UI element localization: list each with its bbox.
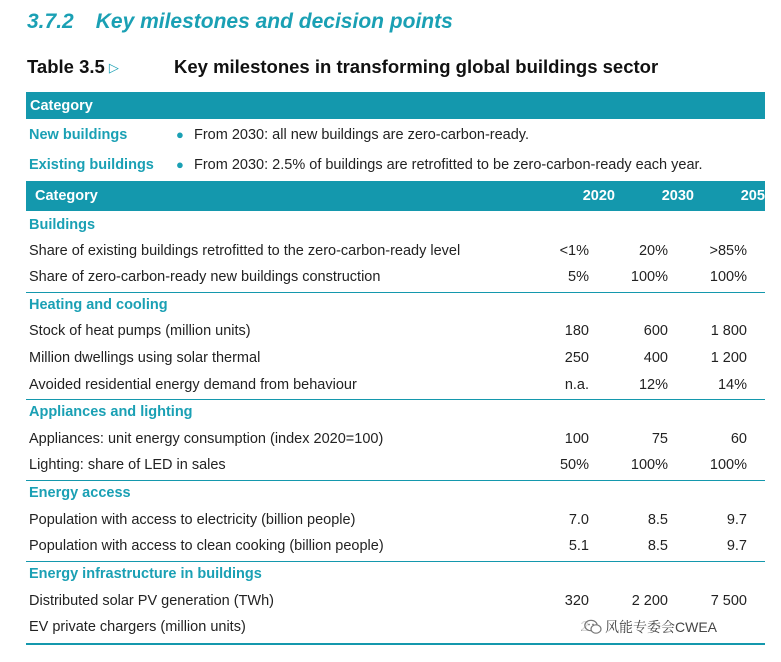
- group-divider: [26, 399, 765, 400]
- value-2020: <1%: [559, 243, 589, 259]
- table-row: [0, 269, 781, 291]
- value-2020: 320: [564, 593, 589, 609]
- row-label: EV private chargers (million units): [29, 619, 246, 635]
- value-2050: 60: [730, 431, 747, 447]
- group-divider: [26, 480, 765, 481]
- group-divider: [26, 292, 765, 293]
- row-label: Share of existing buildings retrofitted to the zero-carbon-ready level: [29, 243, 461, 259]
- milestone-category: Existing buildings: [29, 157, 154, 173]
- value-2050: 7 500: [710, 593, 747, 609]
- table-row: [0, 538, 781, 560]
- group-heading-appliances-lighting: Appliances and lighting: [29, 404, 193, 420]
- bullet-icon: ●: [176, 127, 184, 142]
- row-label: Appliances: unit energy consumption (index 2020=100): [29, 431, 384, 447]
- group-heading-buildings: Buildings: [29, 217, 96, 233]
- table-row: [0, 593, 781, 615]
- group-heading-heating-cooling: Heating and cooling: [29, 297, 168, 313]
- value-2030: 12%: [638, 377, 668, 393]
- milestone-text: From 2030: all new buildings are zero-carbon-ready.: [194, 127, 530, 143]
- section-number: 3.7.2: [27, 10, 74, 33]
- bullet-icon: ●: [176, 157, 184, 172]
- table-row: [0, 457, 781, 479]
- table-title: Key milestones in transforming global buildings sector: [174, 56, 659, 77]
- table-number-wrap: [27, 56, 126, 78]
- value-2020: 180: [564, 323, 589, 339]
- table-caption: [27, 56, 659, 80]
- group-heading-energy-infrastructure: Energy infrastructure in buildings: [29, 566, 262, 582]
- row-label: Population with access to electricity (billion people): [29, 512, 356, 528]
- value-2050: >85%: [709, 243, 747, 259]
- section-title: Key milestones and decision points: [95, 10, 453, 33]
- row-label: Lighting: share of LED in sales: [29, 457, 226, 473]
- row-label: Distributed solar PV generation (TWh): [29, 593, 274, 609]
- value-2030: 100%: [630, 457, 668, 473]
- row-label: Share of zero-carbon-ready new buildings construction: [29, 269, 381, 285]
- value-2050: 14%: [717, 377, 747, 393]
- value-2030: 8.5: [647, 512, 668, 528]
- triangle-marker-icon: ▷: [108, 60, 119, 75]
- value-2030: 400: [643, 350, 668, 366]
- value-2030: 100%: [630, 269, 668, 285]
- table-row: [0, 350, 781, 372]
- group-heading-energy-access: Energy access: [29, 485, 131, 501]
- year-header-2050: 2050: [740, 188, 773, 204]
- value-2030: 600: [643, 323, 668, 339]
- row-label: Million dwellings using solar thermal: [29, 350, 261, 366]
- indicators-header-category: Category: [35, 188, 98, 204]
- milestones-header-label: Category: [30, 98, 93, 114]
- year-header-2020: 2020: [582, 188, 615, 204]
- row-label: Stock of heat pumps (million units): [29, 323, 251, 339]
- value-2020: 5%: [568, 269, 589, 285]
- table-row: [0, 431, 781, 453]
- watermark-text: 风能专委会CWEA: [605, 619, 717, 635]
- value-2030: 2 200: [631, 593, 668, 609]
- value-2020: n.a.: [564, 377, 589, 393]
- value-2020: [529, 619, 589, 635]
- year-header-2030: 2030: [661, 188, 694, 204]
- value-2020: 7.0: [568, 512, 589, 528]
- value-2020: 50%: [559, 457, 589, 473]
- watermark: [582, 616, 721, 638]
- value-2050: 1 200: [710, 350, 747, 366]
- wechat-icon: [584, 619, 602, 638]
- value-2050: 9.7: [726, 512, 747, 528]
- section-heading: [27, 10, 453, 34]
- value-2030: 75: [651, 431, 668, 447]
- value-2050: 100%: [709, 457, 747, 473]
- table-row: [0, 243, 781, 265]
- table-row: [0, 512, 781, 534]
- value-2030: 20%: [638, 243, 668, 259]
- value-2020: 5.1: [568, 538, 589, 554]
- table-number: Table 3.5: [27, 56, 105, 77]
- value-2050: 9.7: [726, 538, 747, 554]
- row-label: Population with access to clean cooking (billion people): [29, 538, 384, 554]
- table-bottom-rule: [26, 643, 765, 645]
- milestone-category: New buildings: [29, 127, 128, 143]
- milestones-header: [26, 92, 765, 119]
- milestone-text: From 2030: 2.5% of buildings are retrofitted to be zero-carbon-ready each year.: [194, 157, 703, 173]
- value-2020: 250: [564, 350, 589, 366]
- row-label: Avoided residential energy demand from behaviour: [29, 377, 357, 393]
- table-row: [0, 377, 781, 399]
- indicators-header: [26, 181, 773, 211]
- value-2030: 8.5: [647, 538, 668, 554]
- value-2020: 100: [564, 431, 589, 447]
- value-2050: 1 800: [710, 323, 747, 339]
- table-row: [0, 323, 781, 345]
- group-divider: [26, 561, 765, 562]
- value-2050: 100%: [709, 269, 747, 285]
